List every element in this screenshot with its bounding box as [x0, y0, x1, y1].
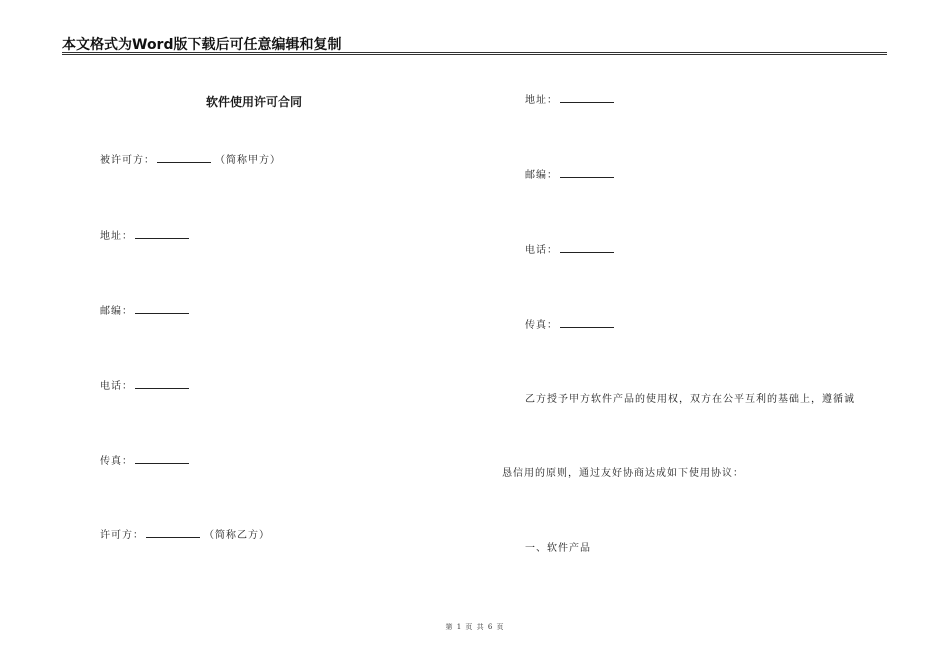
licensee-postcode-line — [100, 304, 193, 319]
licensee-line — [100, 153, 281, 168]
paragraph-line-1: 乙方授予甲方软件产品的使用权，双方在公平互利的基础上，遵循诚 — [525, 394, 855, 405]
blank-underline — [157, 153, 211, 163]
blank-underline — [560, 168, 614, 178]
field-label: 电话： — [525, 245, 558, 256]
licensor-line — [100, 528, 270, 543]
blank-underline — [135, 454, 189, 464]
licensee-fax-line — [100, 454, 193, 469]
paragraph-line-2: 恳信用的原则，通过友好协商达成如下使用协议： — [502, 468, 744, 479]
page-footer: 第 1 页 共 6 页 — [445, 623, 505, 631]
field-label: 传真： — [100, 456, 133, 467]
field-label: 传真： — [525, 320, 558, 331]
licensor-address-line — [525, 93, 618, 108]
field-label: 邮编： — [525, 170, 558, 181]
blank-underline — [135, 229, 189, 239]
blank-underline — [560, 93, 614, 103]
field-label: 被许可方： — [100, 155, 155, 166]
field-suffix: （简称甲方） — [215, 155, 281, 166]
header-title: 本文格式为Word版下载后可任意编辑和复制 — [62, 37, 342, 53]
field-label: 电话： — [100, 381, 133, 392]
field-label: 地址： — [525, 95, 558, 106]
licensor-postcode-line — [525, 168, 618, 183]
licensor-phone-line — [525, 243, 618, 258]
licensee-phone-line — [100, 379, 193, 394]
field-label: 邮编： — [100, 306, 133, 317]
section-heading: 一、软件产品 — [525, 543, 591, 554]
document-title: 软件使用许可合同 — [206, 95, 303, 109]
blank-underline — [560, 318, 614, 328]
field-label: 地址： — [100, 231, 133, 242]
licensee-address-line — [100, 229, 193, 244]
blank-underline — [560, 243, 614, 253]
blank-underline — [135, 379, 189, 389]
blank-underline — [135, 304, 189, 314]
licensor-fax-line — [525, 318, 618, 333]
field-suffix: （简称乙方） — [204, 530, 270, 541]
field-label: 许可方： — [100, 530, 144, 541]
header-divider — [62, 52, 887, 55]
blank-underline — [146, 528, 200, 538]
